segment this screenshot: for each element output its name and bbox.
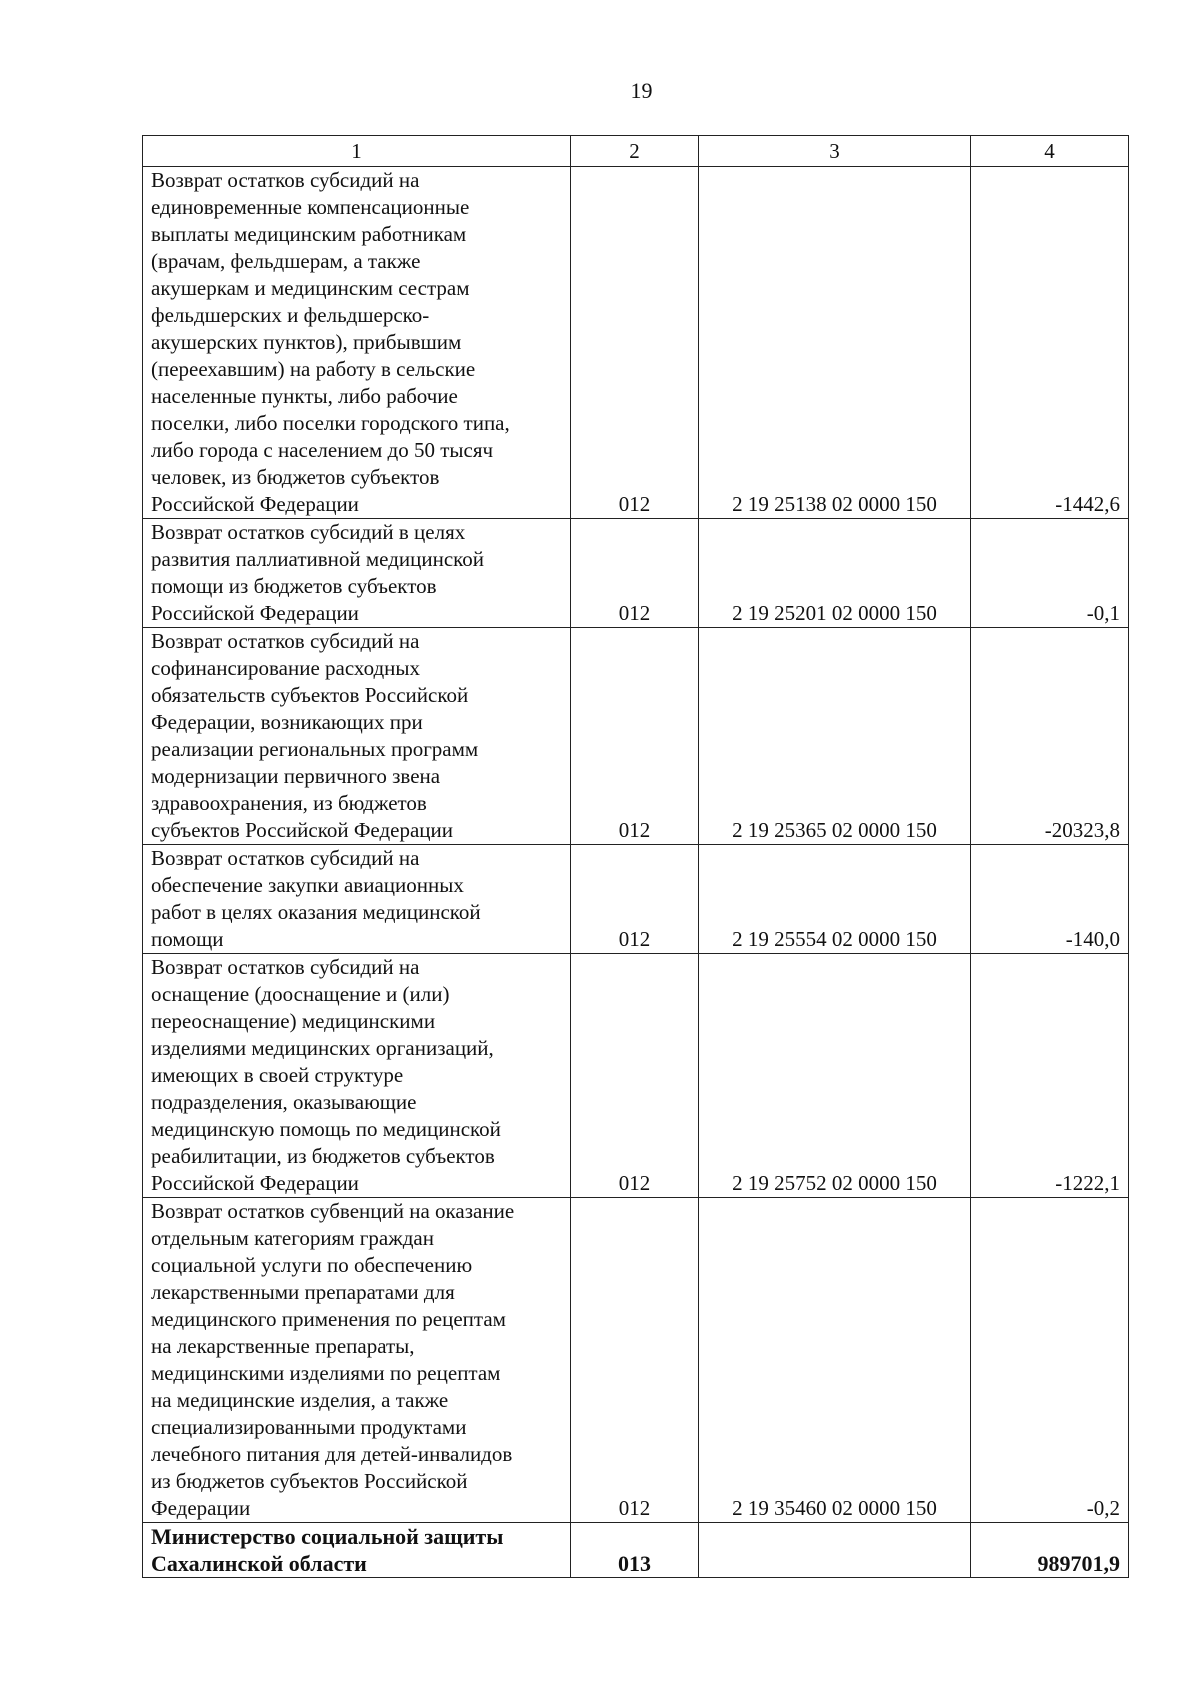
row-budget-code: 2 19 25752 02 0000 150 [699,954,971,1198]
row-admin-code: 012 [571,519,699,628]
row-budget-code: 2 19 25201 02 0000 150 [699,519,971,628]
row-description-text: Возврат остатков субсидий в целях развития паллиативной медицинской помощи из бюджетов субъектов Российской Федерации [151,520,485,625]
table-header-row [143,136,1129,167]
row-description [143,845,571,954]
row-amount: -0,1 [971,519,1129,628]
table-row [143,1198,1129,1523]
row-description [143,519,571,628]
table-row [143,519,1129,628]
column-header-4: 4 [971,136,1129,167]
row-admin-code: 012 [571,1198,699,1523]
row-amount: -20323,8 [971,628,1129,845]
table-total-row [143,1523,1129,1578]
row-amount: -0,2 [971,1198,1129,1523]
row-amount: -1442,6 [971,167,1129,519]
table-row [143,845,1129,954]
row-description [143,954,571,1198]
row-budget-code: 2 19 25365 02 0000 150 [699,628,971,845]
budget-table [142,135,1129,1578]
row-description [143,628,571,845]
row-description [143,1198,571,1523]
row-description-text: Возврат остатков субсидий на софинансирование расходных обязательств субъектов Российской Федерации, возникающих при реализации региональных программ модернизации первичного звена здравоохранения, из бюджетов субъектов Российской Федерации [151,629,479,842]
row-admin-code: 012 [571,845,699,954]
row-description-text: Возврат остатков субсидий на единовременные компенсационные выплаты медицинским работникам (врачам, фельдшерам, а также акушеркам и медицинским сестрам фельдшерских и фельдшерско- акушерских пунктов), прибывшим (переехавшим) на работу в сельские населенные пункты, либо рабочие поселки, либо поселки городского типа, либо города с населением до 50 тысяч человек, из бюджетов субъектов Российской Федерации [151,168,510,516]
row-admin-code: 012 [571,954,699,1198]
column-header-3: 3 [699,136,971,167]
page-number: 19 [630,78,653,103]
total-description [143,1523,571,1578]
row-amount: -140,0 [971,845,1129,954]
row-budget-code: 2 19 25138 02 0000 150 [699,167,971,519]
row-admin-code: 012 [571,167,699,519]
row-description-text: Возврат остатков субсидий на обеспечение закупки авиационных работ в целях оказания медицинской помощи [151,846,481,951]
table-row [143,954,1129,1198]
table-row [143,628,1129,845]
table-row [143,167,1129,519]
total-budget-code [699,1523,971,1578]
column-header-1: 1 [143,136,571,167]
column-header-2: 2 [571,136,699,167]
total-admin-code: 013 [571,1523,699,1578]
total-amount: 989701,9 [971,1523,1129,1578]
row-description-text: Возврат остатков субвенций на оказание отдельным категориям граждан социальной услуги по обеспечению лекарственными препаратами для медицинского применения по рецептам на лекарственные препараты, медицинскими изделиями по рецептам на медицинские изделия, а также специализированными продуктами лечебного питания для детей-инвалидов из бюджетов субъектов Российской Федерации [151,1199,515,1520]
row-description-text: Возврат остатков субсидий на оснащение (дооснащение и (или) переоснащение) медицинскими изделиями медицинских организаций, имеющих в своей структуре подразделения, оказывающие медицинскую помощь по медицинской реабилитации, из бюджетов субъектов Российской Федерации [151,955,501,1195]
row-admin-code: 012 [571,628,699,845]
row-description [143,167,571,519]
row-budget-code: 2 19 35460 02 0000 150 [699,1198,971,1523]
row-budget-code: 2 19 25554 02 0000 150 [699,845,971,954]
total-description-text: Министерство социальной защиты Сахалинской области [151,1524,504,1576]
row-amount: -1222,1 [971,954,1129,1198]
